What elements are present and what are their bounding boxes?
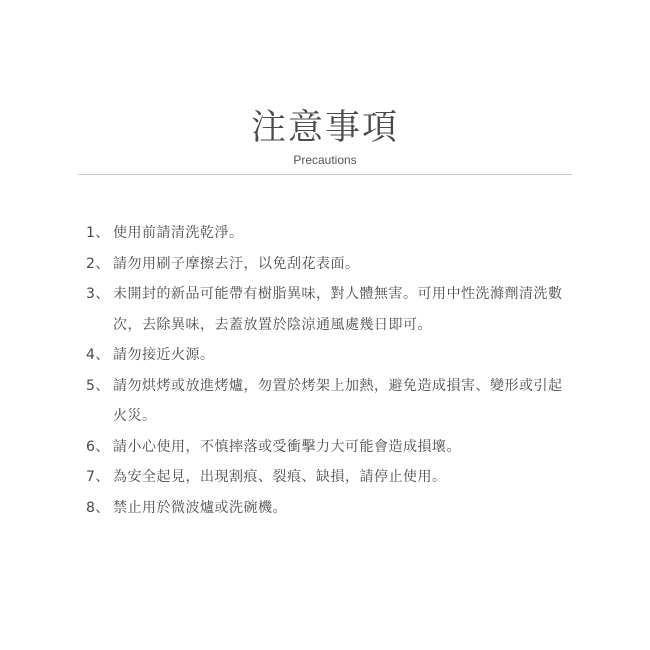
item-text: 為安全起見，出現割痕、裂痕、缺損，請停止使用。 <box>113 469 447 485</box>
item-number: 4、 <box>86 347 110 363</box>
list-item <box>86 493 576 524</box>
item-number: 7、 <box>86 469 110 485</box>
item-number: 3、 <box>86 286 110 302</box>
item-text: 請勿用刷子摩擦去汙，以免刮花表面。 <box>113 255 360 272</box>
list-item <box>86 340 576 371</box>
item-text: 禁止用於微波爐或洗碗機。 <box>113 499 287 516</box>
item-text: 使用前請清洗乾淨。 <box>113 225 244 241</box>
item-text: 未開封的新品可能帶有樹脂異味，對人體無害。可用中性洗滌劑清洗數次，去除異味，去蓋放置於陰涼通風處幾日即可。 <box>113 286 563 333</box>
item-number: 6、 <box>86 438 110 455</box>
item-number: 8、 <box>86 499 110 516</box>
precautions-list <box>86 218 576 523</box>
list-item <box>86 432 576 463</box>
item-text: 請勿烘烤或放進烤爐，勿置於烤架上加熱，避免造成損害、變形或引起火災。 <box>113 377 563 424</box>
page-subtitle: Precautions <box>293 153 357 167</box>
page-title: 注意事項 <box>250 108 399 148</box>
list-item <box>86 249 576 280</box>
list-item <box>86 371 576 432</box>
list-item <box>86 462 576 493</box>
item-text: 請勿接近火源。 <box>113 347 215 363</box>
item-number: 2、 <box>86 255 110 272</box>
list-item <box>86 279 576 340</box>
item-number: 1、 <box>86 225 110 241</box>
item-number: 5、 <box>86 377 110 394</box>
title-divider <box>78 174 572 175</box>
list-item <box>86 218 576 249</box>
item-text: 請小心使用，不慎摔落或受衝擊力大可能會造成損壞。 <box>113 438 461 455</box>
